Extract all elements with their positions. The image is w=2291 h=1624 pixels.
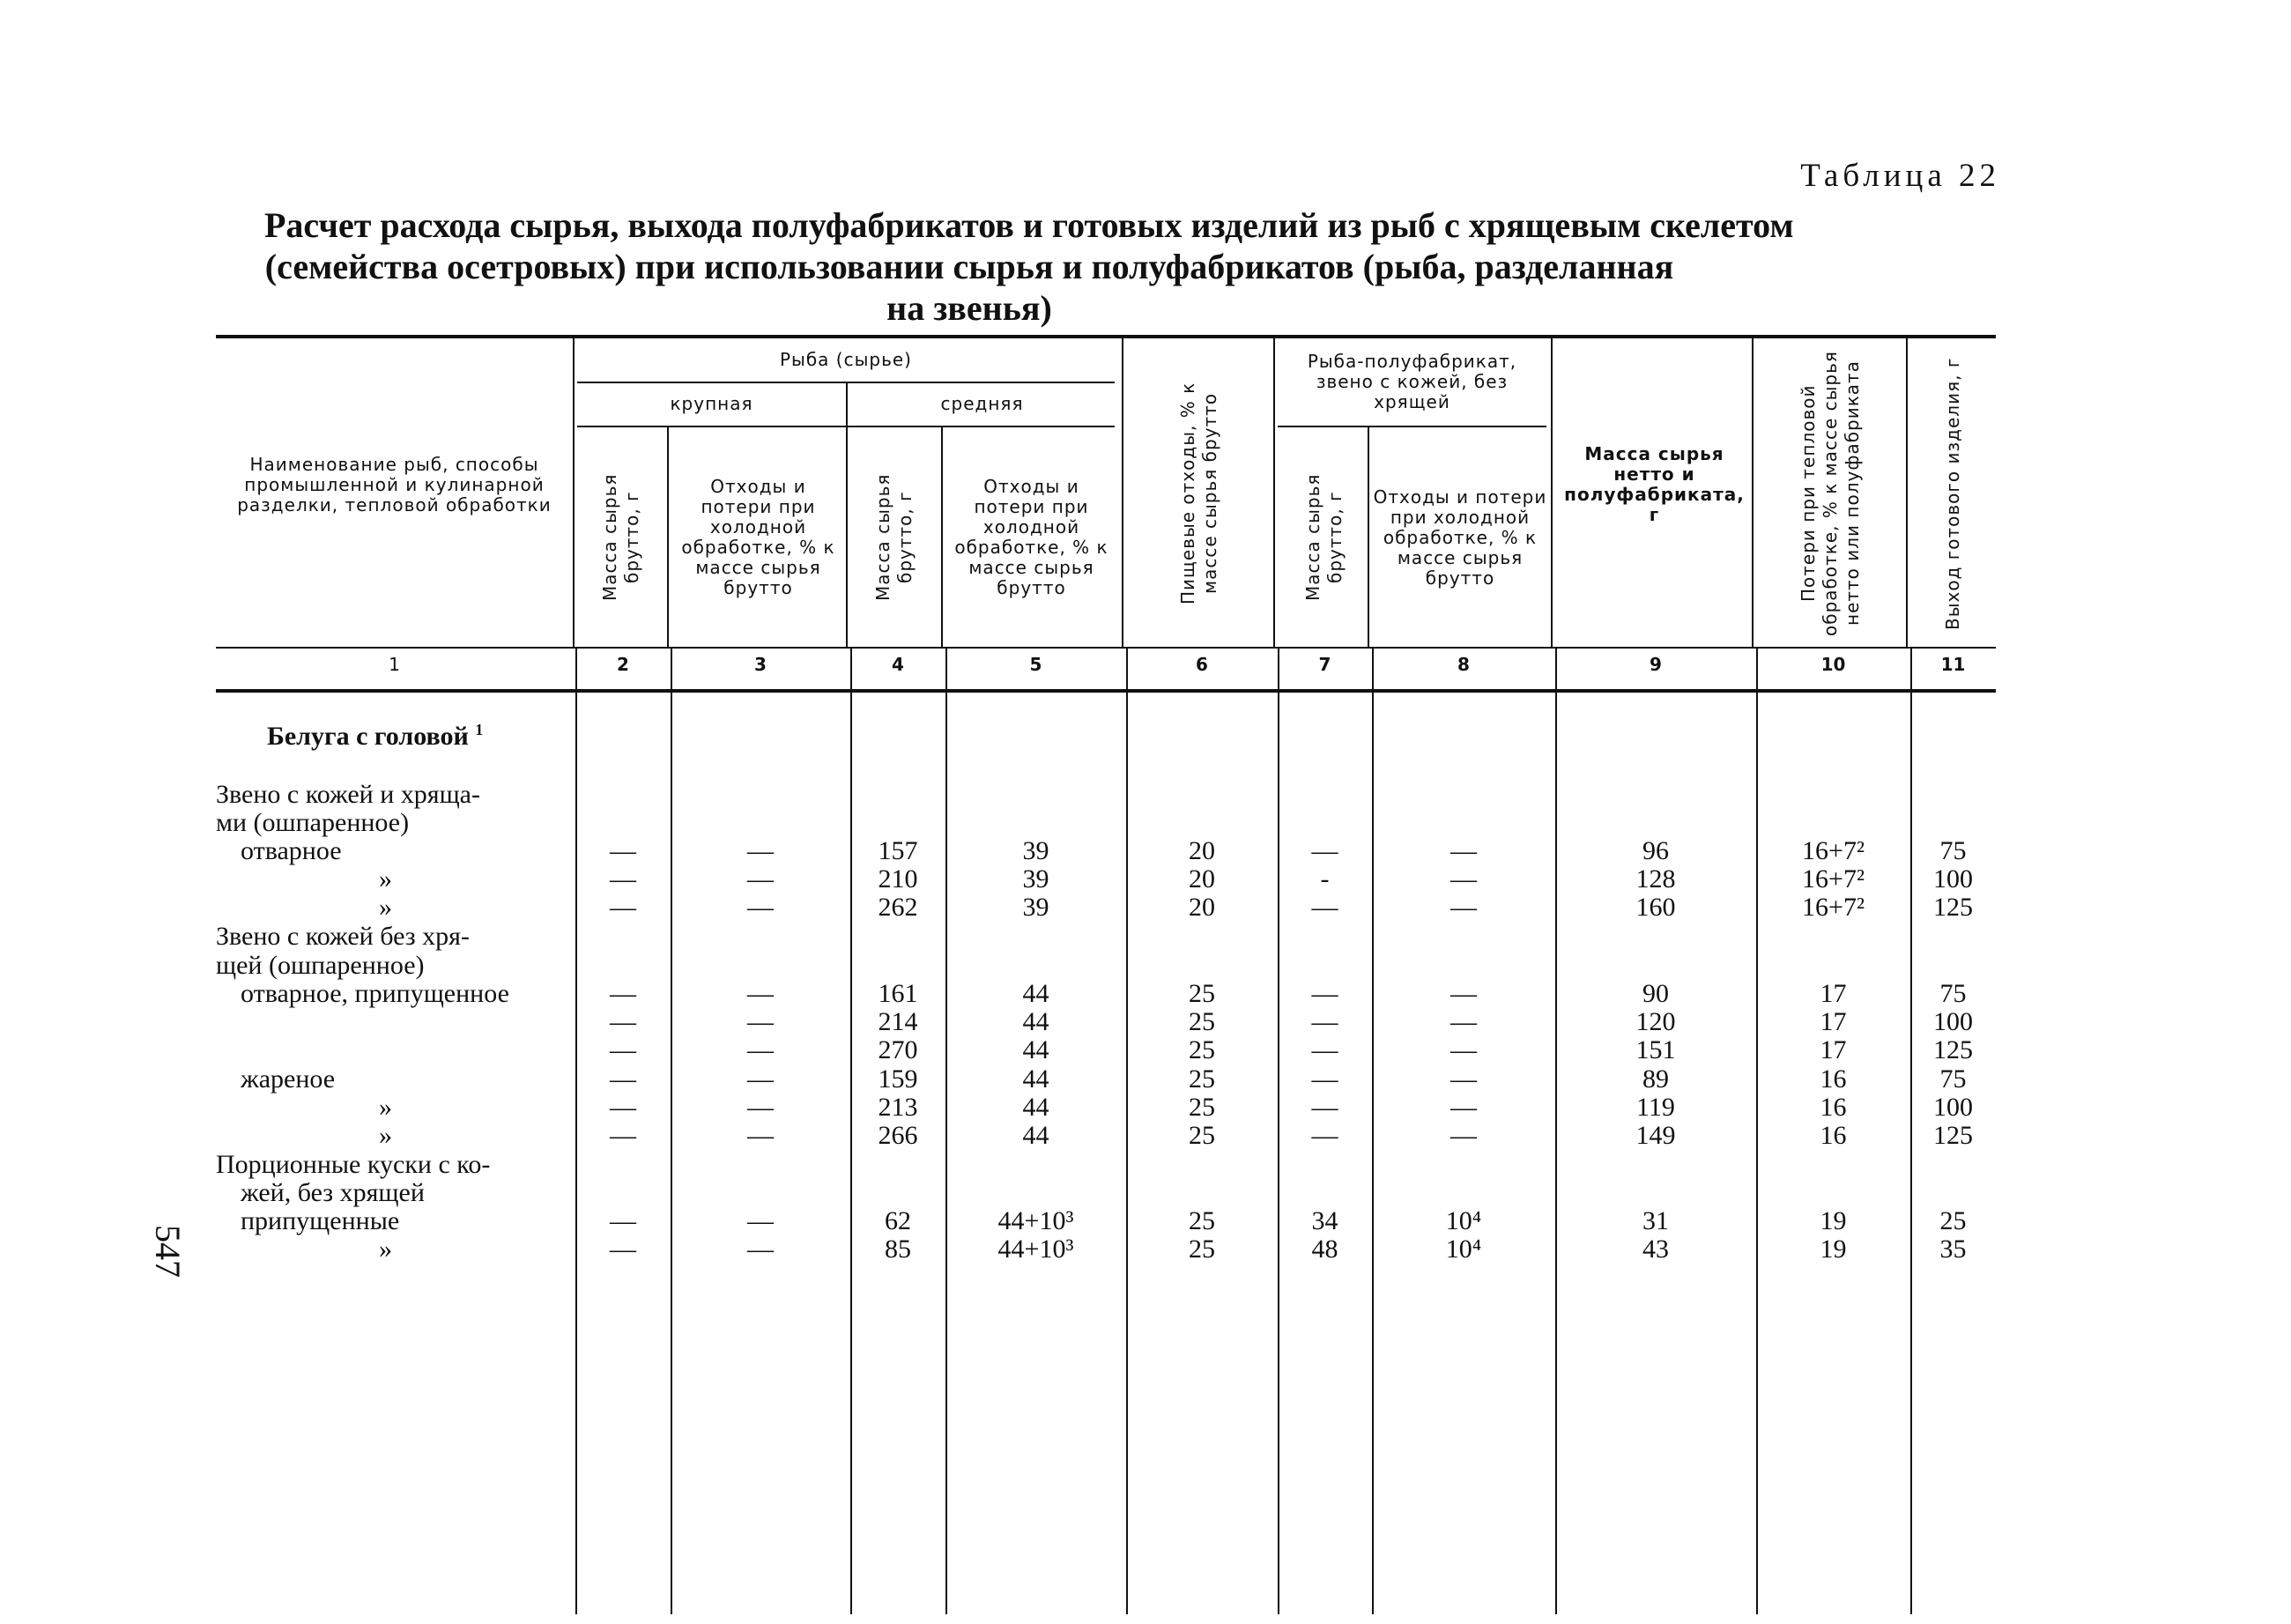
table-cell: - [1320,864,1330,894]
table-cell: 44 [1022,1121,1049,1150]
table-cell: 62 [885,1206,911,1235]
col-number: 8 [1457,654,1470,675]
table-cell: — [747,1035,774,1064]
row-label: отварное [241,836,342,865]
table-cell: 125 [1933,1121,1973,1150]
table-cell: 25 [1189,979,1215,1008]
header-waste-large: Отходы и потери при холодной обработке, % к массе сырья брутто [681,476,835,598]
table-cell: — [1450,1007,1477,1036]
table-cell: 16 [1820,1093,1847,1122]
table-cell: — [610,1206,636,1235]
table-cell: 96 [1642,836,1669,865]
table-cell: 17 [1820,979,1847,1008]
table-cell: — [1450,1064,1477,1094]
table-cell: 157 [878,836,918,865]
table-cell: 161 [878,979,918,1008]
table-cell: 214 [878,1007,918,1036]
table-cell: 270 [878,1035,918,1064]
row-label: жей, без хрящей [241,1178,425,1207]
table-cell: 44 [1022,1093,1049,1122]
row-label: отварное, припущенное [241,979,509,1008]
table-cell: 119 [1636,1093,1675,1122]
ditto-mark: » [379,864,392,894]
table-row [216,1065,1996,1094]
table-cell: — [610,836,636,865]
table-cell: — [610,1007,636,1036]
table-cell: 213 [878,1093,918,1122]
table-cell: 35 [1939,1235,1967,1264]
table-cell: — [610,1093,636,1122]
table-cell: 16 [1820,1064,1847,1094]
header-raw-fish: Рыба (сырье) [780,349,912,370]
table-cell: 159 [878,1064,918,1094]
table-row [216,1036,1996,1064]
table-row [216,1207,1996,1235]
table-cell: 17 [1820,1035,1847,1064]
col-number: 1 [389,654,400,675]
table-cell: 160 [1635,893,1676,922]
header-food-waste-text: Пищевые отходы, % к массе сырья брутто [1176,382,1220,605]
table-cell: — [610,1235,636,1264]
table-cell: — [747,1007,774,1036]
table-cell: 44 [1022,1064,1049,1094]
header-large: крупная [670,393,753,414]
table-row [216,1008,1996,1036]
table-cell: 20 [1189,864,1215,894]
title-line-1: Расчет расхода сырья, выхода полуфабрикатов и готовых изделий из рыб с хрящевым скелетом [264,205,1794,245]
title-line-2: (семейства осетровых) при использовании сырья и полуфабрикатов (рыба, разделанная [264,247,1674,286]
row-label: припущенные [241,1206,400,1235]
table-cell: — [1450,1035,1477,1064]
table-body [216,335,1996,1287]
header-heat-loss-text: Потери при тепловой обработке, % к массе сырья нетто или полуфабриката [1797,351,1863,636]
table-cell: 25 [1189,1064,1215,1094]
table-cell: — [747,979,774,1008]
table-cell: — [610,1121,636,1150]
table-cell: 128 [1635,864,1676,894]
table-cell: 44+10³ [997,1206,1074,1235]
header-waste-medium: Отходы и потери при холодной обработке, % к массе сырья брутто [954,476,1108,598]
table-label: Таблица 22 [1800,158,2000,194]
table-cell: 16+7² [1802,836,1865,865]
table-cell: 262 [878,893,918,922]
table-cell: — [1450,1121,1477,1150]
table-cell: 25 [1939,1206,1967,1235]
table-cell: 210 [878,864,918,894]
table-cell: 75 [1939,836,1967,865]
table-cell: 39 [1022,893,1049,922]
table-cell: 75 [1939,1064,1967,1094]
table-cell: — [747,1121,774,1150]
table-cell: 89 [1642,1064,1669,1094]
table-cell: — [1450,1093,1477,1122]
ditto-mark: » [379,1235,392,1264]
group-title-text: Белуга с головой [267,722,469,751]
title-line-3: на звенья) [886,288,1052,328]
table-cell: 19 [1820,1235,1847,1264]
table-row [216,1122,1996,1150]
data-table [216,335,1996,1287]
table-cell: — [1311,893,1338,922]
table-cell: 100 [1933,1093,1973,1122]
table-cell: 10⁴ [1445,1235,1482,1264]
table-cell: 34 [1311,1206,1338,1235]
table-cell: — [747,1093,774,1122]
table-row [216,894,1996,922]
row-label: щей (ошпаренное) [216,951,425,980]
table-cell: 90 [1642,979,1669,1008]
table-cell: — [1311,1035,1338,1064]
table-row [216,865,1996,894]
table-cell: 44 [1022,1007,1049,1036]
table-row [216,837,1996,865]
row-label: Порционные куски с ко- [216,1150,491,1179]
table-cell: 16 [1820,1121,1847,1150]
table-cell: — [747,893,774,922]
table-cell: 20 [1189,836,1215,865]
table-cell: 43 [1642,1235,1669,1264]
header-net-mass: Масса сырья нетто и полуфабриката, г [1564,443,1745,525]
ditto-mark: » [379,1121,392,1150]
header-gross-large-text: Масса сырья брутто, г [599,473,642,602]
col-number: 2 [617,654,629,675]
table-cell: 100 [1933,1007,1973,1036]
table-row [216,1094,1996,1122]
table-cell: 31 [1642,1206,1669,1235]
table-cell: 151 [1635,1035,1676,1064]
table-cell: 16+7² [1802,864,1865,894]
table-cell: — [747,1206,774,1235]
table-cell: — [610,1035,636,1064]
table-cell: — [1450,836,1477,865]
table-cell: 149 [1635,1121,1676,1150]
table-cell: — [1311,836,1338,865]
table-cell: — [610,1064,636,1094]
table-cell: 48 [1311,1235,1338,1264]
table-cell: — [1311,979,1338,1008]
row-label: ми (ошпаренное) [216,808,410,837]
row-label: Звено с кожей и хряща- [216,780,480,809]
table-cell: 25 [1189,1093,1215,1122]
header-waste-semi: Отходы и потери при холодной обработке, % к массе сырья брутто [1373,486,1547,589]
table-cell: 125 [1933,1035,1973,1064]
ditto-mark: » [379,893,392,922]
table-cell: 25 [1189,1206,1215,1235]
header-gross-medium-text: Масса сырья брутто, г [872,473,916,602]
col-number: 3 [754,654,767,675]
table-cell: 85 [885,1235,911,1264]
table-cell: — [1311,1064,1338,1094]
table-cell: — [747,836,774,865]
col-number: 5 [1029,654,1042,675]
header-col-1: Наименование рыб, способы промышленной и кулинарной разделки, тепловой обработки [237,453,552,515]
table-cell: 44 [1022,979,1049,1008]
col-number: 10 [1820,654,1846,675]
col-number: 6 [1196,654,1208,675]
table-cell: — [747,1235,774,1264]
table-cell: 39 [1022,864,1049,894]
table-cell: 25 [1189,1121,1215,1150]
header-medium: средняя [940,393,1024,414]
table-cell: 20 [1189,893,1215,922]
col-number: 11 [1940,654,1966,675]
table-cell: 25 [1189,1007,1215,1036]
col-number: 9 [1650,654,1662,675]
table-row [216,1235,1996,1264]
table-cell: 125 [1933,893,1973,922]
table-cell: 25 [1189,1235,1215,1264]
table-title [264,204,1794,329]
table-cell: 266 [878,1121,918,1150]
header-yield-text: Выход готового изделия, г [1942,357,1963,630]
table-cell: 44 [1022,1035,1049,1064]
table-cell: 19 [1820,1206,1847,1235]
table-cell: 100 [1933,864,1973,894]
table-cell: — [1450,893,1477,922]
row-label: Звено с кожей без хря- [216,922,470,951]
table-row [216,980,1996,1008]
table-cell: — [610,864,636,894]
header-semi-fish: Рыба-полуфабрикат, звено с кожей, без хрящей [1307,351,1517,412]
col-number: 4 [892,654,904,675]
table-cell: 10⁴ [1445,1206,1482,1235]
table-cell: 75 [1939,979,1967,1008]
table-cell: 44+10³ [997,1235,1074,1264]
table-cell: — [747,864,774,894]
table-cell: — [747,1064,774,1094]
table-cell: 120 [1635,1007,1676,1036]
table-cell: 39 [1022,836,1049,865]
header-gross-semi-text: Масса сырья брутто, г [1301,473,1346,602]
group-title-note: 1 [475,721,484,738]
table-cell: — [1311,1121,1338,1150]
table-cell: — [1311,1007,1338,1036]
table-cell: — [1450,864,1477,894]
table-cell: — [1450,979,1477,1008]
table-cell: 16+7² [1802,893,1865,922]
page-number: 547 [148,1225,188,1278]
table-cell: — [610,979,636,1008]
col-number: 7 [1318,654,1331,675]
table-cell: — [1311,1093,1338,1122]
table-cell: 25 [1189,1035,1215,1064]
row-label: жареное [241,1064,336,1094]
table-cell: — [610,893,636,922]
ditto-mark: » [379,1093,392,1122]
table-cell: 17 [1820,1007,1847,1036]
